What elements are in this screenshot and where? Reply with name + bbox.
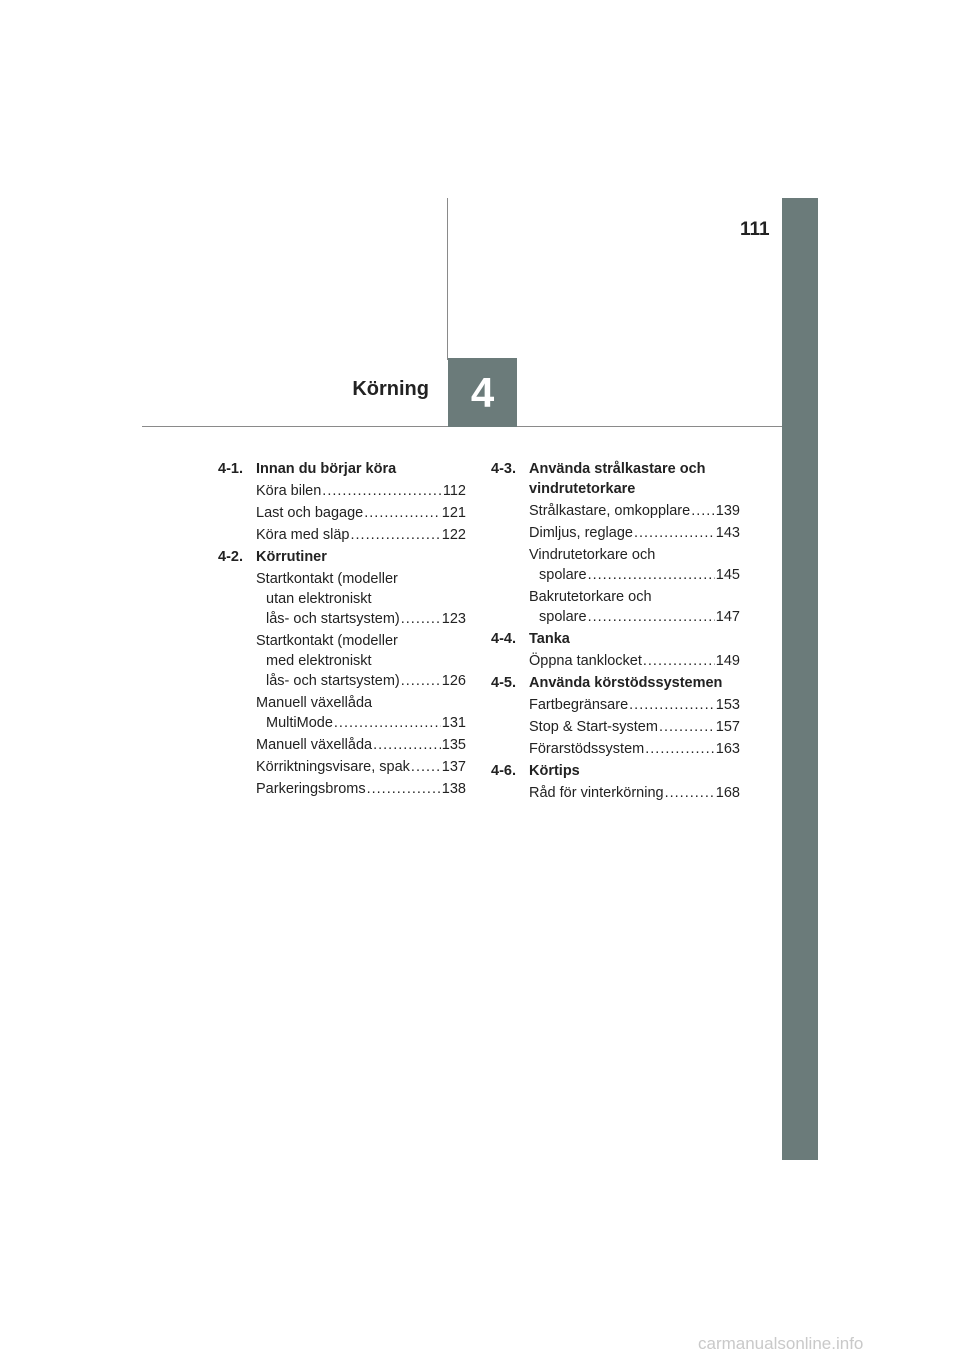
toc-entry[interactable]: [491, 651, 740, 671]
dot-leader: [401, 609, 441, 629]
toc-entry[interactable]: [218, 757, 466, 777]
toc-section-heading: [491, 629, 740, 649]
toc-entry-text: Bakrutetorkare och: [529, 589, 652, 605]
toc-entry-text: spolare: [539, 567, 587, 583]
section-number: 4-5.: [491, 675, 516, 691]
section-title: Körrutiner: [256, 549, 327, 565]
toc-left-column: [218, 459, 466, 801]
page-number: 111: [740, 219, 770, 240]
toc-entry-line: [529, 565, 740, 585]
toc-entry-line: [529, 717, 740, 737]
toc-page-number: 139: [715, 503, 740, 519]
dot-leader: [659, 717, 715, 737]
dot-leader: [645, 739, 715, 759]
toc-page-number: 135: [441, 737, 466, 753]
toc-entry[interactable]: [218, 525, 466, 545]
toc-entry-text: Köra med släp: [256, 527, 350, 543]
toc-entry-line: [529, 695, 740, 715]
toc-page-number: 153: [715, 697, 740, 713]
toc-entry[interactable]: [218, 631, 466, 691]
dot-leader: [367, 779, 441, 799]
dot-leader: [588, 607, 715, 627]
toc-entry-line: [529, 739, 740, 759]
toc-entry[interactable]: [491, 587, 740, 627]
dot-leader: [411, 757, 441, 777]
toc-entry-text: Startkontakt (modeller: [256, 633, 398, 649]
dot-leader: [351, 525, 441, 545]
toc-page-number: 121: [441, 505, 466, 521]
dot-leader: [322, 481, 442, 501]
toc-entry-text: Körriktningsvisare, spak: [256, 759, 410, 775]
toc-page-number: 157: [715, 719, 740, 735]
toc-page-number: 143: [715, 525, 740, 541]
toc-entry-text: Manuell växellåda: [256, 737, 373, 753]
toc-entry[interactable]: [218, 779, 466, 799]
toc-page-number: 131: [441, 715, 466, 731]
toc-page-number: 147: [715, 609, 740, 625]
dot-leader: [588, 565, 715, 585]
toc-entry-text: Manuell växellåda: [256, 695, 373, 711]
toc-entry-text: Strålkastare, omkopplare: [529, 503, 691, 519]
toc-entry-text: Dimljus, reglage: [529, 525, 633, 541]
toc-entry-line: [529, 783, 740, 803]
toc-page-number: 163: [715, 741, 740, 757]
toc-section-heading: [218, 547, 466, 567]
toc-entry-text: MultiMode: [266, 715, 333, 731]
toc-entry-line: [256, 609, 466, 629]
dot-leader: [364, 503, 441, 523]
toc-entry[interactable]: [491, 501, 740, 521]
toc-entry-text: med elektroniskt: [266, 653, 372, 669]
toc-entry-text: utan elektroniskt: [266, 591, 372, 607]
toc-page-number: 145: [715, 567, 740, 583]
toc-entry[interactable]: [218, 569, 466, 629]
toc-page-number: 112: [442, 483, 466, 499]
toc-page-number: 137: [441, 759, 466, 775]
section-number: 4-1.: [218, 461, 243, 477]
toc-entry-text: Förarstödssystem: [529, 741, 645, 757]
toc-page-number: 122: [441, 527, 466, 543]
section-title: Använda strålkastare och vindrutetorkare: [529, 461, 706, 497]
toc-entry-text: Råd för vinterkörning: [529, 785, 664, 801]
toc-entry[interactable]: [491, 695, 740, 715]
toc-entry-line: [256, 525, 466, 545]
section-title: Innan du börjar köra: [256, 461, 397, 477]
toc-entry-text: lås- och startsystem): [266, 673, 400, 689]
chapter-number-box: 4: [448, 358, 517, 427]
toc-page-number: 149: [715, 653, 740, 669]
toc-entry[interactable]: [218, 693, 466, 733]
toc-section-heading: [491, 459, 740, 499]
toc-entry[interactable]: [491, 523, 740, 543]
toc-entry-text: Stop & Start-system: [529, 719, 658, 735]
toc-entry[interactable]: [218, 503, 466, 523]
toc-page-number: 138: [441, 781, 466, 797]
section-number: 4-6.: [491, 763, 516, 779]
dot-leader: [665, 783, 715, 803]
toc-section-heading: [491, 761, 740, 781]
toc-entry-text: Öppna tanklocket: [529, 653, 642, 669]
toc-entry-text: lås- och startsystem): [266, 611, 400, 627]
toc-entry[interactable]: [491, 545, 740, 585]
toc-entry-line: [256, 757, 466, 777]
toc-entry-line: [256, 713, 466, 733]
toc-entry-line: [256, 779, 466, 799]
toc-entry-line: [256, 671, 466, 691]
toc-entry-line: [256, 481, 466, 501]
dot-leader: [401, 671, 441, 691]
toc-entry-text: spolare: [539, 609, 587, 625]
toc-entry[interactable]: [491, 783, 740, 803]
section-number: 4-3.: [491, 461, 516, 477]
dot-leader: [691, 501, 715, 521]
dot-leader: [373, 735, 441, 755]
dot-leader: [629, 695, 715, 715]
toc-section-heading: [491, 673, 740, 693]
dot-leader: [643, 651, 715, 671]
toc-page-number: 168: [715, 785, 740, 801]
dot-leader: [634, 523, 715, 543]
watermark: carmanualsonline.info: [698, 1334, 864, 1353]
toc-entry-line: [256, 503, 466, 523]
section-number: 4-2.: [218, 549, 243, 565]
toc-section-heading: [218, 459, 466, 479]
toc-entry-line: [256, 735, 466, 755]
toc-entry[interactable]: [218, 735, 466, 755]
toc-entry-line: [529, 651, 740, 671]
toc-right-column: [491, 459, 740, 805]
toc-entry-text: Startkontakt (modeller: [256, 571, 398, 587]
toc-entry-text: Last och bagage: [256, 505, 364, 521]
chapter-sidebar-tab: [782, 198, 818, 1160]
toc-entry-text: Köra bilen: [256, 483, 322, 499]
toc-entry-line: [529, 523, 740, 543]
section-title: Körtips: [529, 763, 580, 779]
dot-leader: [334, 713, 441, 733]
vertical-divider: [447, 198, 448, 360]
toc-entry-line: [529, 501, 740, 521]
section-title: Tanka: [529, 631, 570, 647]
toc-entry-text: Parkeringsbroms: [256, 781, 366, 797]
toc-entry[interactable]: [491, 717, 740, 737]
chapter-title: Körning: [352, 378, 429, 400]
toc-entry-text: Vindrutetorkare och: [529, 547, 656, 563]
toc-page-number: 123: [441, 611, 466, 627]
toc-entry-line: [529, 607, 740, 627]
toc-page-number: 126: [441, 673, 466, 689]
toc-entry-text: Fartbegränsare: [529, 697, 629, 713]
toc-entry[interactable]: [218, 481, 466, 501]
toc-entry[interactable]: [491, 739, 740, 759]
section-number: 4-4.: [491, 631, 516, 647]
section-title: Använda körstödssystemen: [529, 675, 723, 691]
